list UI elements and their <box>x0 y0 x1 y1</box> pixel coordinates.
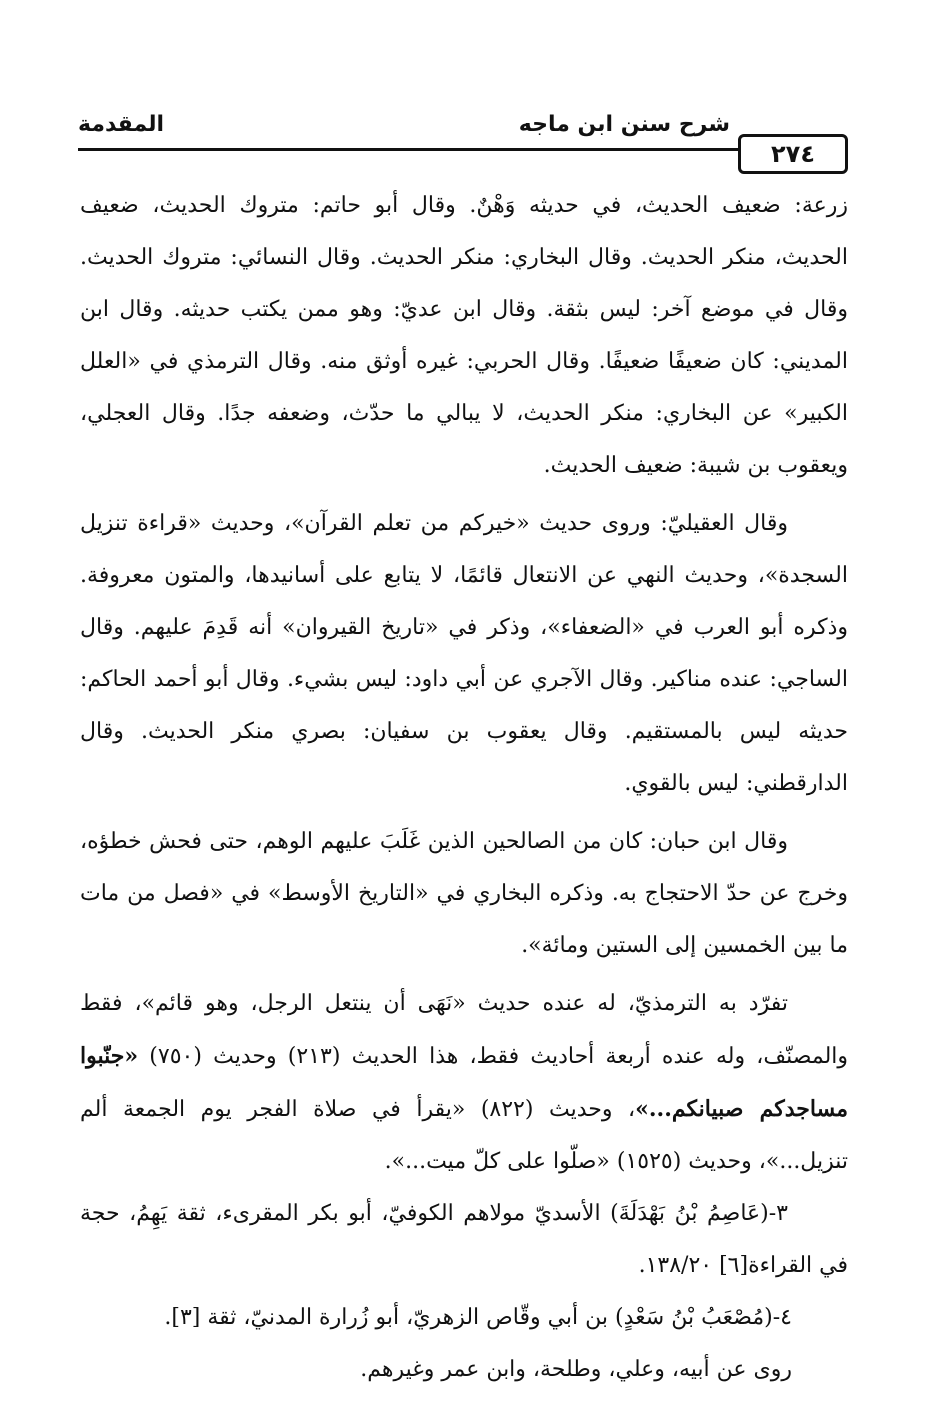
section-title: المقدمة <box>78 112 165 137</box>
narrator-entry-3 <box>80 1188 848 1292</box>
entry-number: ٤- <box>772 1305 792 1330</box>
narrator-name: (عَاصِمُ بْنُ بَهْدَلَةَ) <box>610 1201 769 1226</box>
book-title: شرح سنن ابن ماجه <box>518 112 730 137</box>
page-body <box>80 180 848 1396</box>
page-number: ٢٧٤ <box>738 134 848 174</box>
narrator-teachers: روى عن أبيه، وعلي، وطلحة، وابن عمر وغيرهم. <box>360 1357 792 1382</box>
paragraph-1: زرعة: ضعيف الحديث، في حديثه وَهْنٌ. وقال أبو حاتم: متروك الحديث، ضعيف الحديث، منكر الحديث. وقال البخاري: منكر الحديث. وقال النسائي: متروك الحديث. وقال في موضع آخر: ليس بثقة. وقال ابن عديّ: وهو ممن يكتب حديثه. وقال ابن المديني: كان ضعيفًا ضعيفًا. وقال الحربي: غيره أوثق منه. وقال الترمذي في «العلل الكبير» عن البخاري: منكر الحديث، لا يبالي ما حدّث، وضعفه جدًا. وقال العجلي، ويعقوب بن شيبة: ضعيف الحديث. <box>80 193 848 478</box>
paragraph-2: وقال العقيليّ: وروى حديث «خيركم من تعلم القرآن»، وحديث «قراءة تنزيل السجدة»، وحديث النهي عن الانتعال قائمًا، لا يتابع على أسانيدها، والمتون معروفة. وذكره أبو العرب في «الضعفاء»، وذكر في «تاريخ القيروان» أنه قَدِمَ عليهم. وقال الساجي: عنده مناكير. وقال الآجري عن أبي داود: ليس بشيء. وقال أبو أحمد الحاكم: حديثه ليس بالمستقيم. وقال يعقوب بن سفيان: بصري منكر الحديث. وقال الدارقطني: ليس بالقوي. <box>80 511 848 796</box>
paragraph-4-text-b: ، وحديث (٨٢٢) «يقرأ في صلاة الفجر يوم الجمعة ألم تنزيل...»، وحديث (١٥٢٥) «صلّوا على كلّ ميت...». <box>80 1097 848 1174</box>
paragraph-3: وقال ابن حبان: كان من الصالحين الذين غَلَبَ عليهم الوهم، حتى فحش خطؤه، وخرج عن حدّ الاحتجاج به. وذكره البخاري في «التاريخ الأوسط» في «فصل من مات ما بين الخمسين إلى الستين ومائة». <box>80 829 848 958</box>
narrator-details: بن أبي وقّاص الزهريّ، أبو زُرارة المدنيّ، ثقة [٣]. <box>164 1305 616 1330</box>
narrator-entry-4 <box>80 1292 848 1344</box>
entry-number: ٣- <box>768 1201 788 1226</box>
paragraph-4 <box>80 978 848 1188</box>
narrator-details: الأسديّ مولاهم الكوفيّ، أبو بكر المقرىء، ثقة يَهِمُ، حجة في القراءة[٦] ١٣٨/٢٠. <box>80 1201 848 1278</box>
paragraph-4-bold: «جنّبوا مساجدكم صبيانكم...» <box>80 1043 848 1122</box>
page-header <box>78 112 848 172</box>
paragraph-4-text-a: تفرّد به الترمذيّ، له عنده حديث «نَهَى أن ينتعل الرجل، وهو قائم»، فقط والمصنّف، وله عنده أربعة أحاديث فقط، هذا الحديث (٢١٣) وحديث (٧٥٠) <box>80 991 849 1069</box>
header-divider <box>78 148 848 151</box>
narrator-name: (مُصْعَبُ بْنُ سَعْدٍ) <box>615 1305 773 1330</box>
